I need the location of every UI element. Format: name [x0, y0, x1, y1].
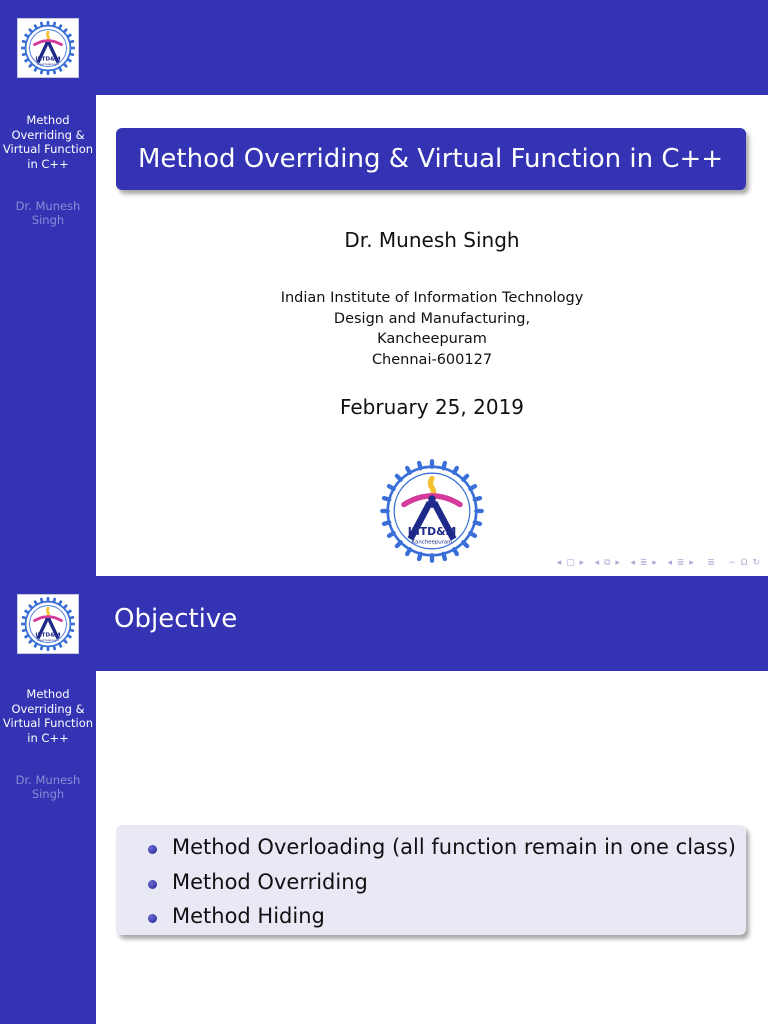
svg-text:Kancheepuram: Kancheepuram	[37, 61, 59, 66]
gear-tooth	[41, 599, 42, 602]
gear-tooth	[397, 542, 401, 546]
list-item-text: Method Overriding	[172, 869, 368, 894]
list-item	[116, 830, 746, 865]
iiitdm-logo-icon	[20, 596, 76, 652]
sidebar-author[interactable]: Dr. Munesh Singh	[15, 773, 81, 801]
nav-frame-icon[interactable]: ▢	[566, 558, 575, 568]
gear-tooth	[454, 468, 457, 473]
sidebar-author[interactable]: Dr. Munesh Singh	[15, 199, 81, 227]
gear-tooth	[23, 41, 26, 42]
svg-text:IIITD&M: IIITD&M	[35, 56, 61, 63]
sidebar	[0, 0, 96, 576]
gear-tooth	[407, 549, 410, 554]
gear-tooth	[68, 35, 70, 36]
institution-line: Design and Manufacturing,	[333, 310, 531, 327]
gear-tooth	[419, 554, 420, 559]
gear-tooth	[70, 54, 73, 55]
gear-tooth	[23, 617, 26, 618]
gear-tooth	[59, 602, 60, 604]
svg-text:IIITD&M: IIITD&M	[407, 524, 457, 538]
nav-forward-icon[interactable]: ↻	[752, 558, 760, 568]
gear-tooth	[70, 41, 73, 42]
objective-slide	[0, 576, 768, 1024]
gear-tooth	[470, 486, 475, 489]
gear-tooth	[475, 522, 480, 523]
gear-tooth	[64, 64, 66, 66]
nav-prev-subsection[interactable]: ◂	[594, 558, 600, 568]
nav-outline-icon[interactable]: ≣	[707, 558, 715, 568]
list-item	[116, 865, 746, 900]
nav-part-icon[interactable]: ≣	[676, 558, 685, 568]
institution-line: Indian Institute of Information Technology	[280, 290, 584, 306]
nav-next-section[interactable]: ▸	[652, 558, 657, 568]
gear-tooth	[64, 30, 66, 32]
nav-prev-frame[interactable]: ◂	[556, 558, 562, 568]
beamer-nav-controls	[555, 556, 760, 570]
gear-tooth	[54, 599, 55, 602]
gear-tooth	[26, 59, 28, 60]
gear-tooth	[59, 644, 60, 646]
gear-tooth	[26, 635, 28, 636]
gear-tooth	[41, 70, 42, 73]
gear-tooth	[59, 68, 60, 70]
gear-tooth	[68, 59, 70, 60]
sidebar	[0, 576, 96, 1024]
gear-tooth	[59, 26, 60, 28]
gear-tooth	[443, 554, 444, 559]
iiitdm-logo-icon	[20, 20, 76, 76]
gear-tooth	[68, 611, 70, 612]
gear-tooth	[35, 68, 36, 70]
nav-next-part[interactable]: ▸	[689, 558, 694, 568]
nav-section-icon[interactable]: ≣	[639, 558, 648, 568]
gear-tooth	[30, 640, 32, 642]
gear-tooth	[41, 23, 42, 26]
gear-tooth	[64, 640, 66, 642]
nav-prev-section[interactable]: ◂	[630, 558, 636, 568]
gear-tooth	[35, 26, 36, 28]
nav-next-frame[interactable]: ▸	[579, 558, 585, 568]
sidebar-short-title[interactable]: Method Overriding & Virtual Function in C++	[2, 113, 94, 171]
nav-search-icon[interactable]: Ω	[740, 558, 748, 568]
author-name: Dr. Munesh Singh	[344, 228, 520, 252]
gear-tooth	[64, 606, 66, 608]
institute-logo-icon	[378, 457, 486, 565]
gear-tooth	[443, 463, 444, 468]
sidebar-short-title[interactable]: Method Overriding & Virtual Function in C++	[2, 687, 94, 745]
gear-tooth	[389, 533, 394, 536]
presentation-date: February 25, 2019	[339, 395, 525, 419]
nav-subsection-icon[interactable]: ⧉	[604, 558, 611, 568]
gear-tooth	[68, 635, 70, 636]
gear-tooth	[35, 602, 36, 604]
nav-next-subsection[interactable]: ▸	[615, 558, 620, 568]
gear-tooth	[407, 468, 410, 473]
gear-tooth	[54, 646, 55, 649]
presentation-title: Method Overriding & Virtual Function in C++	[116, 128, 746, 190]
gear-tooth	[41, 646, 42, 649]
gear-tooth	[23, 630, 26, 631]
gear-tooth	[54, 23, 55, 26]
gear-tooth	[389, 486, 394, 489]
gear-tooth	[463, 542, 467, 546]
list-item-text: Method Overloading (all function remain in one class)	[172, 835, 736, 859]
nav-back-icon[interactable]: ∽	[728, 558, 736, 568]
gear-tooth	[397, 476, 401, 480]
bullet-icon	[148, 914, 157, 923]
gear-tooth	[30, 64, 32, 66]
bullet-icon	[148, 845, 157, 854]
bullet-icon	[148, 880, 157, 889]
gear-tooth	[30, 30, 32, 32]
gear-tooth	[70, 617, 73, 618]
gear-tooth	[454, 549, 457, 554]
gear-tooth	[30, 606, 32, 608]
svg-text:IIITD&M: IIITD&M	[35, 632, 61, 639]
objective-block	[116, 825, 746, 935]
gear-tooth	[70, 630, 73, 631]
sidebar-logo	[17, 594, 79, 654]
list-item	[116, 899, 746, 934]
svg-text:Kancheepuram: Kancheepuram	[411, 539, 453, 546]
header-bar	[96, 0, 768, 95]
nav-prev-part[interactable]: ◂	[667, 558, 672, 568]
gear-tooth	[419, 463, 420, 468]
gear-tooth	[26, 35, 28, 36]
gear-tooth	[470, 533, 475, 536]
institution-line: Kancheepuram	[377, 331, 487, 347]
sidebar-logo	[17, 18, 79, 78]
gear-tooth	[23, 54, 26, 55]
slide-heading: Objective	[114, 604, 238, 634]
institution-line: Chennai-600127	[371, 351, 493, 368]
gear-tooth	[26, 611, 28, 612]
gear-tooth	[475, 498, 480, 499]
svg-text:Kancheepuram: Kancheepuram	[37, 637, 59, 642]
gear-tooth	[54, 70, 55, 73]
header-bar	[96, 576, 768, 671]
gear-tooth	[35, 644, 36, 646]
objective-list	[116, 830, 746, 934]
gear-tooth	[384, 522, 389, 523]
gear-tooth	[384, 498, 389, 499]
list-item-text: Method Hiding	[172, 904, 325, 928]
institution	[96, 288, 768, 370]
gear-tooth	[463, 476, 467, 480]
